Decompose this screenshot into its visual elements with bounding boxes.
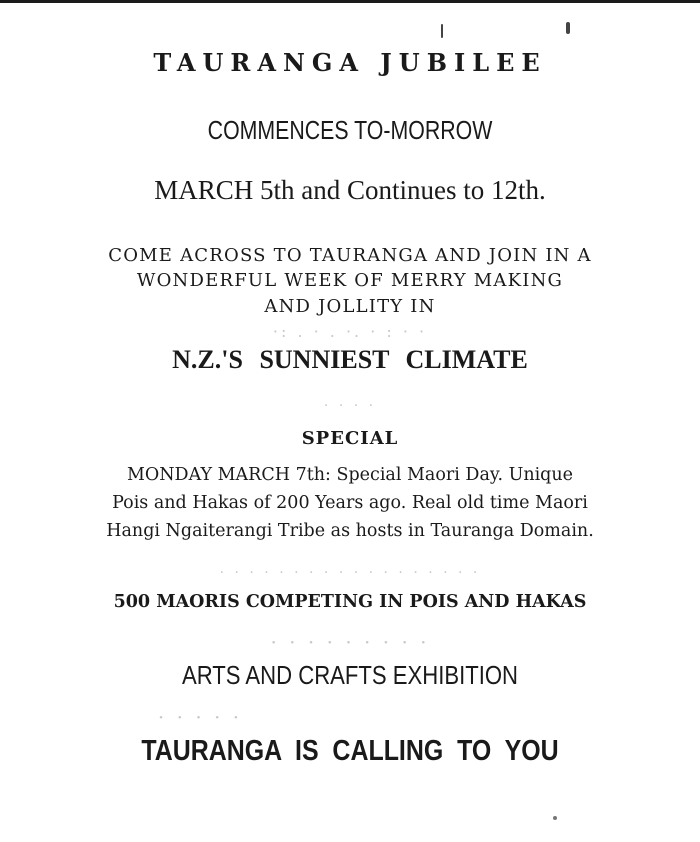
ink-speck: [441, 24, 443, 38]
special-detail-line: Hangi Ngaiterangi Tribe as hosts in Tauranga Domain.: [106, 521, 594, 541]
closing-slogan: TAURANGA IS CALLING TO YOU: [141, 735, 559, 767]
top-border-rule: [0, 0, 700, 3]
invitation-line: WONDERFUL WEEK OF MERRY MAKING: [136, 270, 564, 291]
special-heading: SPECIAL: [301, 428, 399, 449]
jubilee-title: TAURANGA JUBILEE: [153, 48, 547, 77]
bleed-through-artifact: · · · · · · · · · · · · · · · · · ·: [219, 565, 481, 581]
bleed-through-artifact: ·: . · . ·. · : · ·: [272, 322, 428, 341]
special-detail-line: Pois and Hakas of 200 Years ago. Real old time Maori: [112, 493, 588, 513]
event-dates: MARCH 5th and Continues to 12th.: [154, 175, 546, 205]
competition-heading: 500 MAORIS COMPETING IN POIS AND HAKAS: [113, 592, 587, 612]
bleed-through-artifact: · · · · · · · · ·: [270, 630, 430, 654]
special-detail-line: MONDAY MARCH 7th: Special Maori Day. Unique: [126, 465, 574, 485]
commences-heading: COMMENCES TO-MORROW: [207, 115, 493, 145]
bleed-through-artifact: · · · ·: [323, 398, 377, 414]
invitation-line: AND JOLLITY IN: [264, 296, 436, 317]
ink-speck: [566, 22, 570, 34]
ink-speck: [553, 816, 557, 820]
bleed-through-artifact: · · · · ·: [157, 705, 243, 729]
exhibition-heading: ARTS AND CRAFTS EXHIBITION: [181, 660, 519, 690]
climate-heading: N.Z.'S SUNNIEST CLIMATE: [172, 345, 528, 374]
invitation-line: COME ACROSS TO TAURANGA AND JOIN IN A: [108, 245, 592, 266]
